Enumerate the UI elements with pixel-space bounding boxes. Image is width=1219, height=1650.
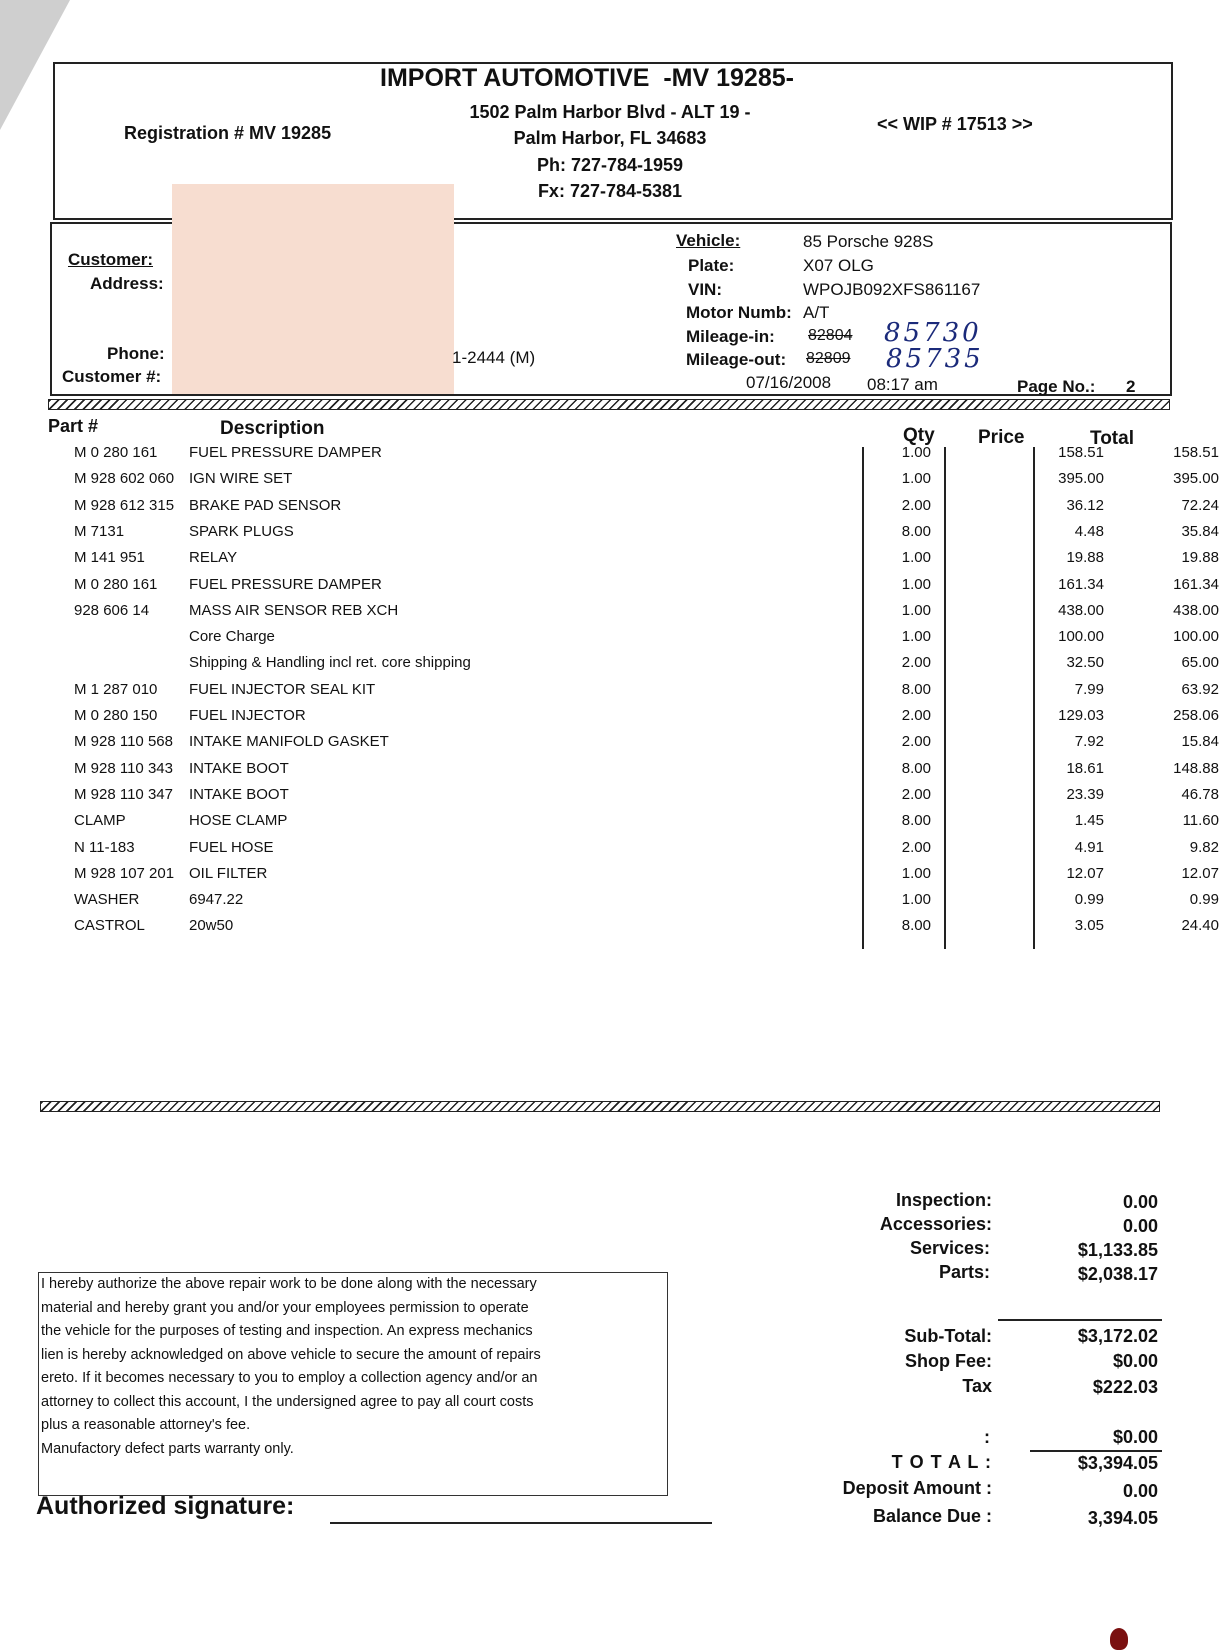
quantity: 8.00 — [901, 522, 931, 540]
line-total: 158.51 — [1173, 444, 1219, 461]
table-row — [74, 628, 1219, 650]
mileage-in-handwritten: 85730 — [884, 318, 982, 348]
quantity: 2.00 — [901, 733, 931, 751]
part-description: OIL FILTER — [189, 864, 268, 882]
part-number: WASHER — [74, 891, 140, 909]
unit-price: 129.03 — [1058, 707, 1104, 724]
part-number: M 0 280 150 — [74, 707, 158, 724]
quantity: 1.00 — [901, 575, 931, 593]
ink-spot — [1110, 1628, 1128, 1650]
shop-fee-value: $0.00 — [1112, 1351, 1158, 1371]
part-number: M 928 110 568 — [74, 733, 173, 751]
address-label: Address: — [90, 274, 164, 293]
part-number: M 928 602 060 — [74, 470, 175, 488]
part-description: INTAKE MANIFOLD GASKET — [189, 733, 389, 751]
part-number: M 0 280 161 — [74, 575, 158, 593]
balance-due-label: Balance Due : — [872, 1506, 992, 1526]
redacted-customer-info — [172, 184, 454, 394]
table-row — [74, 470, 1219, 492]
unit-price: 18.61 — [1066, 759, 1104, 777]
top-hatch-divider — [48, 399, 1170, 410]
part-number: M 141 951 — [74, 549, 145, 567]
table-row — [74, 864, 1219, 887]
shop-fax: Fx: 727-784-5381 — [537, 181, 683, 201]
quantity: 1.00 — [901, 470, 931, 488]
part-description: SPARK PLUGS — [189, 522, 294, 540]
line-total: 46.78 — [1181, 785, 1219, 803]
unit-price: 4.91 — [1074, 838, 1104, 856]
misc-colon-value: $0.00 — [1112, 1427, 1158, 1447]
page-number-label: Page No.: — [1017, 377, 1096, 396]
table-row — [74, 444, 1219, 466]
line-total: 11.60 — [1182, 812, 1219, 830]
quantity: 1.00 — [901, 601, 931, 619]
plate-label: Plate: — [688, 256, 735, 275]
quantity: 2.00 — [901, 654, 931, 672]
subtotal-value: $3,172.02 — [1077, 1326, 1158, 1346]
table-row — [74, 785, 1219, 808]
authorization-statement — [38, 1272, 668, 1496]
quantity: 1.00 — [901, 864, 931, 882]
subtotal-label: Sub-Total: — [904, 1326, 992, 1346]
unit-price: 100.00 — [1058, 628, 1104, 646]
inspection-label: Inspection: — [895, 1190, 992, 1210]
mileage-out-struck: 82809 — [806, 350, 851, 367]
unit-price: 23.39 — [1066, 785, 1104, 803]
motor-number-label: Motor Numb: — [686, 303, 792, 322]
shop-address-line1: 1502 Palm Harbor Blvd - ALT 19 - — [469, 102, 751, 122]
part-description: INTAKE BOOT — [189, 759, 289, 777]
authorization-line: plus a reasonable attorney's fee. — [41, 1417, 251, 1433]
unit-price: 0.99 — [1074, 891, 1104, 909]
quantity: 2.00 — [901, 838, 931, 856]
part-number: M 928 110 347 — [74, 785, 173, 803]
vin-value: WPOJB092XFS861167 — [803, 280, 981, 299]
line-total: 63.92 — [1181, 680, 1219, 698]
total-column-header: Total — [1090, 428, 1134, 449]
total-rule — [1030, 1450, 1162, 1452]
unit-price: 12.07 — [1066, 864, 1104, 882]
vin-label: VIN: — [688, 280, 722, 299]
shop-address-line2: Palm Harbor, FL 34683 — [513, 128, 707, 148]
subtotal-rule — [998, 1319, 1162, 1321]
unit-price: 19.88 — [1066, 549, 1104, 567]
part-description: FUEL INJECTOR SEAL KIT — [189, 680, 376, 698]
line-total: 65.00 — [1181, 654, 1219, 672]
table-row — [74, 707, 1219, 729]
table-row — [74, 733, 1219, 755]
quantity: 2.00 — [901, 785, 931, 803]
qty-column-header: Qty — [903, 425, 935, 446]
part-number: M 1 287 010 — [74, 680, 158, 698]
part-number: M 928 107 201 — [74, 864, 175, 882]
unit-price: 438.00 — [1058, 601, 1104, 619]
part-description: RELAY — [189, 549, 238, 567]
accessories-value: 0.00 — [1122, 1216, 1158, 1236]
line-total: 148.88 — [1173, 759, 1219, 777]
quantity: 8.00 — [901, 759, 931, 777]
mileage-out-label: Mileage-out: — [686, 350, 787, 369]
line-total: 12.07 — [1181, 864, 1219, 882]
quantity: 1.00 — [901, 549, 931, 567]
part-description: IGN WIRE SET — [189, 470, 293, 488]
table-row — [74, 654, 1219, 676]
table-row — [74, 838, 1219, 861]
shop-fee-label: Shop Fee: — [904, 1351, 992, 1371]
table-row — [74, 522, 1219, 545]
part-description: BRAKE PAD SENSOR — [189, 496, 342, 514]
part-number: CLAMP — [74, 812, 126, 830]
services-value: $1,133.85 — [1077, 1240, 1158, 1260]
customer-label: Customer: — [68, 250, 154, 269]
part-description: 6947.22 — [189, 891, 244, 909]
plate-value: X07 OLG — [803, 256, 874, 275]
grand-total-value: $3,394.05 — [1077, 1453, 1158, 1473]
line-total: 395.00 — [1173, 470, 1219, 488]
tax-value: $222.03 — [1092, 1377, 1158, 1397]
authorization-line: the vehicle for the purposes of testing and inspection. An express mechanics — [41, 1323, 533, 1339]
customer-number-label: Customer #: — [62, 367, 162, 386]
part-description: FUEL HOSE — [189, 838, 274, 856]
signature-label: Authorized signature: — [36, 1492, 295, 1520]
invoice-time: 08:17 am — [867, 375, 938, 394]
authorization-line: attorney to collect this account, I the undersigned agree to pay all court costs — [41, 1393, 534, 1410]
line-total: 0.99 — [1189, 891, 1219, 909]
line-total: 72.24 — [1181, 496, 1219, 514]
table-row — [74, 601, 1219, 624]
line-total: 161.34 — [1173, 575, 1219, 593]
table-row — [74, 759, 1219, 782]
quantity: 8.00 — [901, 812, 931, 830]
unit-price: 1.45 — [1074, 812, 1104, 830]
part-description: 20w50 — [189, 917, 234, 935]
price-column-header: Price — [978, 427, 1025, 448]
quantity: 1.00 — [901, 891, 931, 909]
part-description: FUEL PRESSURE DAMPER — [189, 444, 382, 461]
parts-total-value: $2,038.17 — [1077, 1264, 1158, 1284]
part-description: MASS AIR SENSOR REB XCH — [189, 601, 399, 619]
part-number: M 0 280 161 — [74, 444, 158, 461]
part-number: M 7131 — [74, 522, 125, 540]
part-column-header: Part # — [48, 416, 99, 436]
table-row — [74, 812, 1219, 834]
part-number: N 11-183 — [74, 838, 135, 856]
accessories-label: Accessories: — [879, 1214, 992, 1234]
authorization-line: I hereby authorize the above repair work to be done along with the necessary — [41, 1276, 537, 1292]
unit-price: 32.50 — [1066, 654, 1104, 672]
registration-number: Registration # MV 19285 — [124, 123, 332, 143]
authorization-line: lien is hereby acknowledged on above vehicle to secure the amount of repairs — [41, 1346, 541, 1363]
page-number: 2 — [1126, 377, 1136, 396]
part-description: HOSE CLAMP — [189, 812, 288, 830]
wip-number: << WIP # 17513 >> — [877, 114, 1033, 134]
misc-colon-label: : — [984, 1427, 990, 1447]
vehicle-label: Vehicle: — [676, 231, 741, 250]
authorization-line: material and hereby grant you and/or your employees permission to operate — [41, 1299, 529, 1316]
line-total: 35.84 — [1181, 522, 1219, 540]
part-number: M 928 110 343 — [74, 759, 173, 777]
unit-price: 161.34 — [1058, 575, 1104, 593]
line-total: 100.00 — [1173, 628, 1219, 646]
parts-table — [74, 444, 1219, 944]
customer-phone-partial: 1-2444 (M) — [452, 348, 536, 367]
line-total: 258.06 — [1173, 707, 1219, 724]
shop-name: IMPORT AUTOMOTIVE -MV 19285- — [380, 64, 794, 92]
line-total: 15.84 — [1181, 733, 1219, 751]
table-row — [74, 549, 1219, 571]
quantity: 2.00 — [901, 496, 931, 514]
part-description: FUEL INJECTOR — [189, 707, 306, 724]
part-description: Core Charge — [189, 628, 275, 646]
table-row — [74, 891, 1219, 913]
vehicle-value: 85 Porsche 928S — [803, 232, 934, 251]
part-description: FUEL PRESSURE DAMPER — [189, 575, 382, 593]
unit-price: 3.05 — [1074, 917, 1104, 935]
quantity: 1.00 — [901, 628, 931, 646]
part-number: 928 606 14 — [74, 601, 150, 619]
services-label: Services: — [909, 1238, 990, 1258]
mileage-in-label: Mileage-in: — [686, 327, 775, 346]
line-total: 438.00 — [1173, 601, 1219, 619]
authorization-line: ereto. If it becomes necessary to you to employ a collection agency and/or an — [41, 1370, 538, 1386]
motor-number-value: A/T — [803, 303, 830, 322]
phone-label: Phone: — [107, 344, 165, 363]
quantity: 2.00 — [901, 707, 931, 724]
invoice-date: 07/16/2008 — [746, 373, 832, 392]
balance-due-value: 3,394.05 — [1087, 1508, 1158, 1528]
mileage-out-handwritten: 85735 — [886, 344, 984, 374]
part-description: INTAKE BOOT — [189, 785, 289, 803]
part-number: M 928 612 315 — [74, 496, 175, 514]
unit-price: 395.00 — [1058, 470, 1104, 488]
signature-line[interactable] — [330, 1522, 712, 1524]
unit-price: 36.12 — [1066, 496, 1104, 514]
unit-price: 4.48 — [1074, 522, 1104, 540]
table-row — [74, 575, 1219, 598]
quantity: 8.00 — [901, 917, 931, 935]
unit-price: 7.92 — [1074, 733, 1104, 751]
description-column-header: Description — [220, 418, 325, 439]
part-description: Shipping & Handling incl ret. core shipping — [189, 654, 471, 672]
inspection-value: 0.00 — [1122, 1192, 1158, 1212]
deposit-amount-value: 0.00 — [1122, 1481, 1158, 1501]
line-total: 9.82 — [1189, 838, 1219, 856]
bottom-hatch-divider — [40, 1101, 1160, 1112]
mileage-in-struck: 82804 — [808, 327, 853, 344]
quantity: 1.00 — [901, 444, 931, 461]
parts-total-label: Parts: — [938, 1262, 990, 1282]
table-row — [74, 680, 1219, 703]
authorization-line: Manufactory defect parts warranty only. — [41, 1440, 294, 1457]
table-row — [74, 917, 1219, 939]
shop-phone: Ph: 727-784-1959 — [536, 155, 684, 175]
unit-price: 7.99 — [1074, 680, 1104, 698]
part-number: CASTROL — [74, 917, 145, 935]
line-total: 24.40 — [1181, 917, 1219, 935]
line-total: 19.88 — [1181, 549, 1219, 567]
deposit-amount-label: Deposit Amount : — [842, 1478, 992, 1498]
tax-label: Tax — [962, 1376, 992, 1396]
quantity: 8.00 — [901, 680, 931, 698]
grand-total-label: T O T A L : — [891, 1452, 992, 1472]
unit-price: 158.51 — [1058, 444, 1104, 461]
table-row — [74, 496, 1219, 519]
